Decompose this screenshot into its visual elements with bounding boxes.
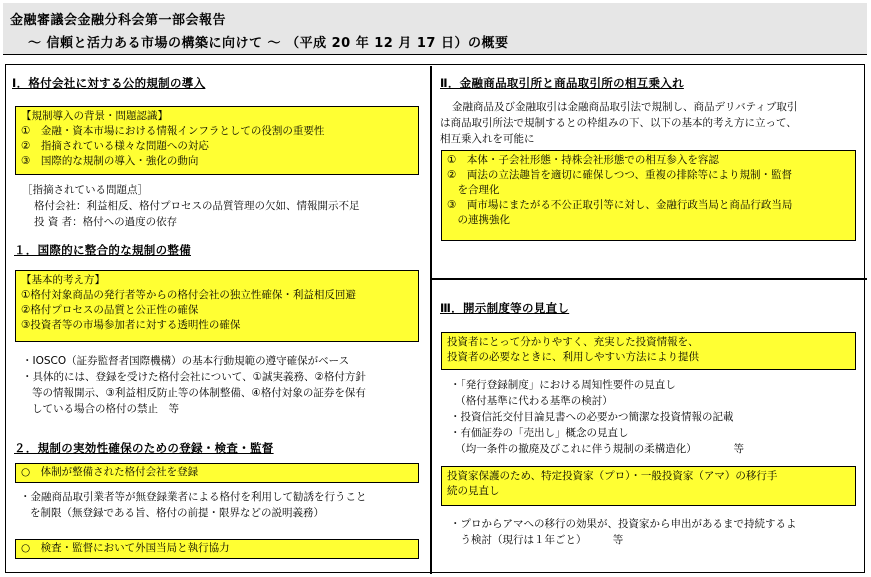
box-line: ③投資者等の市場参加者に対する透明性の確保 bbox=[21, 319, 241, 331]
issues-line: 投 資 者：格付への過度の依存 bbox=[34, 216, 178, 228]
registration-box bbox=[15, 463, 419, 483]
box-line: ③ 両市場にまたがる不公正取引等に対し、金融行政当局と商品行政当局 bbox=[447, 199, 793, 211]
section-1-heading: Ⅰ．格付会社に対する公的規制の導入 bbox=[12, 76, 206, 90]
inspection-box bbox=[15, 539, 419, 559]
bullet-line: ・有価証券の「売出し」概念の見直し bbox=[450, 427, 629, 439]
bullet-line: ・投資信託交付目論見書への必要かつ簡潔な投資情報の記載 bbox=[450, 411, 734, 423]
basic-principles-box bbox=[15, 270, 419, 342]
box-line: ② 指摘されている様々な問題への対応 bbox=[21, 140, 209, 152]
bullet-line: 等の情報開示、③利益相反防止等の体制整備、④格付対象の証券を保有 bbox=[32, 387, 366, 399]
box-line: を合理化 bbox=[447, 184, 500, 196]
investor-protection-box bbox=[441, 466, 856, 506]
report-subtitle: ～ 信頼と活力ある市場の構築に向けて ～ （平成 20 年 12 月 17 日）の概要 bbox=[28, 36, 509, 51]
box-line: ②格付プロセスの品質と公正性の確保 bbox=[21, 304, 199, 316]
bullet-line: ・具体的には、登録を受けた格付会社について、①誠実義務、②格付方針 bbox=[22, 371, 366, 383]
mutual-entry-box bbox=[441, 150, 856, 241]
box-line: 続の見直し bbox=[447, 485, 500, 497]
bullet-line: （均一条件の撤廃及びこれに伴う規制の柔構造化） 等 bbox=[450, 443, 744, 455]
box-line: の連携強化 bbox=[447, 214, 510, 226]
intro-line: 相互乗入れを可能に bbox=[440, 133, 535, 145]
bullet-line: う検討（現行は１年ごと） 等 bbox=[450, 534, 624, 546]
box-line: 【基本的考え方】 bbox=[21, 274, 105, 286]
box-line: ② 両法の立法趣旨を適切に確保しつつ、重複の排除等により規制・監督 bbox=[447, 169, 792, 181]
intro-line: 金融商品及び金融取引は金融商品取引法で規制し、商品デリバティブ取引 bbox=[452, 101, 798, 113]
box-line: 投資者の必要なときに、利用しやすい方法により提供 bbox=[447, 351, 699, 363]
bullet-line: （格付基準に代わる基準の検討） bbox=[450, 395, 613, 407]
background-box bbox=[15, 106, 419, 175]
box-line: ① 金融・資本市場における情報インフラとしての役割の重要性 bbox=[21, 125, 325, 137]
box-line: 投資家保護のため、特定投資家（プロ）・一般投資家（アマ）の移行手 bbox=[447, 470, 778, 482]
bullet-line: ・IOSCO（証券監督者国際機構）の基本行動規範の遵守確保がベース bbox=[22, 355, 350, 367]
sub-2-heading: ２．規制の実効性確保のための登録・検査・監督 bbox=[14, 441, 274, 455]
box-line: ①格付対象商品の発行者等からの格付会社の独立性確保・利益相反回避 bbox=[21, 289, 356, 301]
issues-label: ［指摘されている問題点］ bbox=[22, 184, 148, 196]
box-line: ③ 国際的な規制の導入・強化の動向 bbox=[21, 155, 199, 167]
bullet-line: ・金融商品取引業者等が無登録業者による格付を利用して勧誘を行うこと bbox=[20, 491, 367, 503]
bullet-line: ・「発行登録制度」における周知性要件の見直し bbox=[450, 379, 676, 391]
issues-line: 格付会社：利益相反、格付プロセスの品質管理の欠如、情報開示不足 bbox=[34, 200, 360, 212]
column-divider bbox=[430, 66, 432, 574]
box-line: ① 本体・子会社形態・持株会社形態での相互参入を容認 bbox=[447, 154, 719, 166]
report-title: 金融審議会金融分科会第一部会報告 bbox=[10, 13, 227, 28]
box-line: ○ 検査・監督において外国当局と執行協力 bbox=[21, 542, 230, 554]
bullet-line: している場合の格付の禁止 等 bbox=[32, 403, 179, 415]
disclosure-box bbox=[441, 332, 856, 370]
box-line: 投資者にとって分かりやすく、充実した投資情報を、 bbox=[447, 336, 699, 348]
section-3-heading: Ⅲ．開示制度等の見直し bbox=[440, 301, 570, 315]
section-2-heading: Ⅱ．金融商品取引所と商品取引所の相互乗入れ bbox=[440, 76, 684, 90]
bullet-line: を制限（無登録である旨、格付の前提・限界などの説明義務） bbox=[30, 507, 324, 519]
sub-1-heading: １．国際的に整合的な規制の整備 bbox=[14, 243, 191, 257]
box-line: ○ 体制が整備された格付会社を登録 bbox=[21, 466, 199, 478]
bullet-line: ・プロからアマへの移行の効果が、投資家から申出があるまで持続するよ bbox=[450, 518, 797, 530]
box-line: 【規制導入の背景・問題認識】 bbox=[21, 110, 168, 122]
intro-line: は商品取引所法で規制するとの枠組みの下、以下の基本的考え方に立って、 bbox=[440, 117, 797, 129]
right-section-divider bbox=[431, 278, 867, 280]
